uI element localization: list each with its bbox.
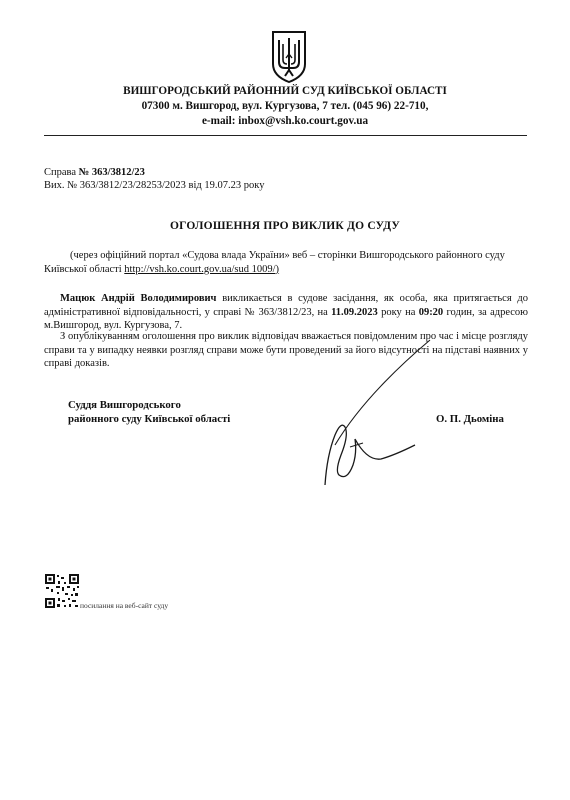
case-number-value: № 363/3812/23 (78, 167, 145, 178)
outgoing-number: Вих. № 363/3812/23/28253/2023 від 19.07.23 року (44, 180, 265, 191)
qr-caption: посилання на веб-сайт суду (80, 601, 169, 610)
portal-note: (через офіційний портал «Судова влада України» веб – сторінки Вишгородського районного суду Київської області http://vsh.ko.court.gov.ua/sud 1009/) (44, 250, 505, 275)
court-website-link[interactable]: http://vsh.ko.court.gov.ua/sud 1009/) (124, 263, 280, 275)
summons-paragraph: Мацюк Андрій Володимирович викликається в судове засідання, як особа, яка притягається до адміністративної відповідальності, у справі № 363/3812/23, на 11.09.2023 року на 09:20 годин, за адресою м.Вишгород, вул. Кургузова, 7. (44, 293, 529, 331)
court-address: 07300 м. Вишгород, вул. Кургузова, 7 тел. (045 96) 22-710, (141, 100, 429, 112)
qr-code-icon (44, 573, 80, 609)
court-name: ВИШГОРОДСЬКИЙ РАЙОННИЙ СУД КИЇВСЬКОЇ ОБЛАСТІ (123, 85, 447, 97)
hearing-time: 09:20 (418, 306, 444, 318)
document-title: ОГОЛОШЕННЯ ПРО ВИКЛИК ДО СУДУ (169, 220, 401, 232)
header-divider (44, 135, 527, 136)
case-number: Справа № 363/3812/23 (44, 167, 145, 178)
court-email: e-mail: inbox@vsh.ko.court.gov.ua (201, 115, 369, 127)
notice-paragraph: З опублікуванням оголошення про виклик відповідач вважається повідомленим про час і місце розгляду справи та у випадку неявки розгляд справи може бути проведений за його відсутності на підставі наявних у справі доказів. (44, 331, 528, 369)
judge-name: О. П. Дьоміна (436, 413, 504, 425)
handwritten-signature (305, 335, 435, 505)
judge-position-line2: районного суду Київської області (68, 413, 231, 425)
trident-coat-of-arms-icon (270, 30, 308, 84)
summoned-person-name: Мацюк Андрій Володимирович (60, 293, 217, 304)
hearing-date: 11.09.2023 (331, 306, 378, 318)
judge-position-line1: Суддя Вишгородського (68, 399, 181, 411)
